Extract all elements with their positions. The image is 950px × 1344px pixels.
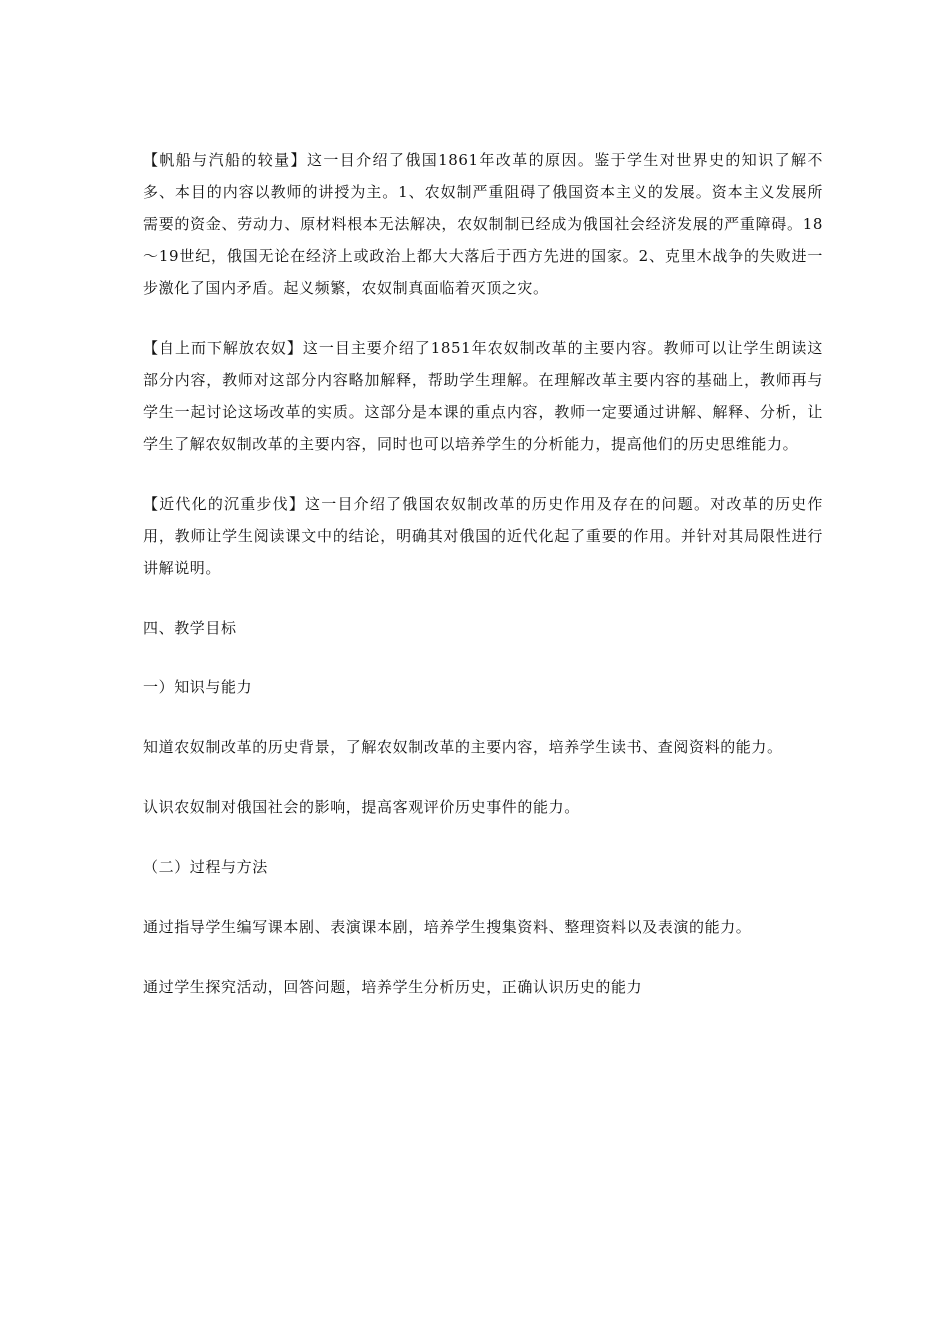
paragraph-lead: 【自上而下解放农奴】 [143, 339, 303, 357]
list-item: 认识农奴制对俄国社会的影响，提高客观评价历史事件的能力。 [143, 798, 580, 816]
paragraph-sailboat-steamship [143, 144, 823, 304]
subsection-heading-knowledge: 一）知识与能力 [143, 678, 253, 696]
subsection-heading-process: （二）过程与方法 [143, 858, 268, 876]
paragraph-lead: 【帆船与汽船的较量】 [143, 151, 307, 169]
list-item: 通过学生探究活动，回答问题，培养学生分析历史，正确认识历史的能力 [143, 978, 643, 996]
list-item: 通过指导学生编写课本剧、表演课本剧，培养学生搜集资料、整理资料以及表演的能力。 [143, 918, 752, 936]
paragraph-text: 这一目介绍了俄国1861年改革的原因。鉴于学生对世界史的知识了解不多、本目的内容以教师的讲授为主。1、农奴制严重阻碍了俄国资本主义的发展。资本主义发展所需要的资金、劳动力、原材料根本无法解决，农奴制制已经成为俄国社会经济发展的严重障碍。18～19世纪，俄国无论在经济上或政治上都大大落后于西方先进的国家。2、克里木战争的失败进一步激化了国内矛盾。起义频繁，农奴制真面临着灭顶之灾。 [143, 151, 823, 297]
list-item: 知道农奴制改革的历史背景，了解农奴制改革的主要内容，培养学生读书、查阅资料的能力。 [143, 738, 783, 756]
paragraph-modernization [143, 488, 823, 584]
section-heading: 四、教学目标 [143, 619, 237, 637]
paragraph-text: 这一目主要介绍了1851年农奴制改革的主要内容。教师可以让学生朗读这部分内容，教师对这部分内容略加解释，帮助学生理解。在理解改革主要内容的基础上，教师再与学生一起讨论这场改革的实质。这部分是本课的重点内容，教师一定要通过讲解、解释、分析，让学生了解农奴制改革的主要内容，同时也可以培养学生的分析能力，提高他们的历史思维能力。 [143, 339, 823, 453]
paragraph-text: 这一目介绍了俄国农奴制改革的历史作用及存在的问题。对改革的历史作用，教师让学生阅读课文中的结论，明确其对俄国的近代化起了重要的作用。并针对其局限性进行讲解说明。 [143, 495, 823, 577]
document-page [143, 144, 823, 1003]
paragraph-emancipation [143, 332, 823, 460]
paragraph-lead: 【近代化的沉重步伐】 [143, 495, 306, 513]
